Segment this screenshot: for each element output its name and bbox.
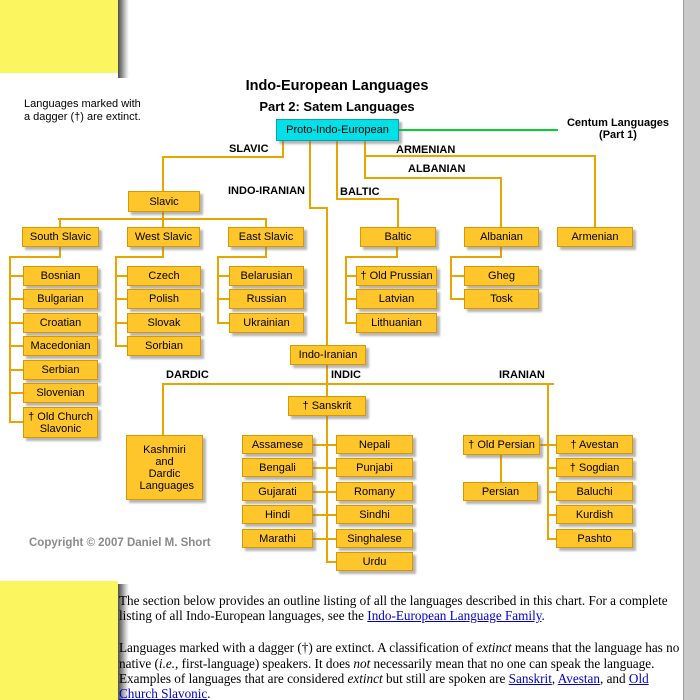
node-baltic: Baltic: [360, 227, 436, 247]
link-avestan[interactable]: Avestan: [557, 670, 600, 686]
footer-p1-text: The section below provides an outline listing of all the languages described in this chart. For a complete listing of all Indo-European languages, see the: [119, 593, 668, 624]
branch-label-dardic: DARDIC: [166, 369, 209, 381]
footer-p2-text: ,: [551, 670, 558, 686]
node-latvian: Latvian: [356, 289, 437, 309]
node-slovak: Slovak: [127, 313, 201, 333]
node-pashto: Pashto: [556, 529, 633, 548]
panel-shadow-top: [118, 0, 129, 78]
footer-paragraph-1: [119, 593, 682, 623]
node-singhalese: Singhalese: [336, 529, 413, 548]
node-ukrainian: Ukrainian: [229, 313, 304, 333]
connector-line: [594, 155, 596, 228]
chart-subtitle: Part 2: Satem Languages: [259, 99, 415, 114]
connector-line: [345, 322, 356, 324]
scrollbar-track[interactable]: [683, 0, 700, 700]
connector-line: [345, 256, 347, 324]
italic-text: extinct: [347, 670, 383, 686]
connector-line: [9, 322, 23, 324]
node-gheg: Gheg: [464, 266, 539, 286]
connector-line: [547, 467, 556, 469]
node-sogdian: † Sogdian: [556, 458, 633, 477]
extinct-note-line2: a dagger (†) are extinct.: [24, 110, 141, 123]
connector-line: [9, 421, 23, 423]
connector-line: [326, 416, 328, 563]
node-tosk: Tosk: [464, 289, 539, 309]
node-old-prussian: † Old Prussian: [356, 266, 437, 286]
node-polish: Polish: [127, 289, 201, 309]
connector-line: [217, 256, 219, 324]
connector-line: [336, 141, 338, 200]
extinct-note: [24, 98, 141, 123]
connector-line: [115, 275, 127, 277]
node-macedonian: Macedonian: [23, 336, 98, 356]
connector-line: [115, 256, 164, 258]
italic-text: i.e.: [158, 655, 176, 671]
node-hindi: Hindi: [242, 505, 313, 524]
centum-languages-label: [558, 117, 678, 141]
italic-text: extinct: [476, 640, 512, 656]
connector-line: [450, 275, 464, 277]
yellow-panel-bottom: [0, 581, 118, 700]
node-avestan: † Avestan: [556, 435, 633, 454]
connector-line: [313, 514, 327, 516]
node-baluchi: Baluchi: [556, 482, 633, 501]
footer-p2-text: but still are spoken are: [382, 670, 509, 686]
node-belarusian: Belarusian: [229, 266, 304, 286]
connector-line: [500, 455, 502, 482]
node-old-church-slavonic: † Old Church Slavonic: [23, 407, 98, 438]
link-old-church-slavonic[interactable]: Old Church Slavonic: [119, 670, 649, 700]
connector-line: [115, 345, 127, 347]
node-serbian: Serbian: [23, 360, 98, 380]
connector-line: [547, 514, 556, 516]
footer-p1-period: .: [541, 608, 545, 624]
node-czech: Czech: [127, 266, 201, 286]
node-proto-indo-european: Proto-Indo-European: [276, 119, 399, 141]
node-marathi: Marathi: [242, 529, 313, 548]
node-romany: Romany: [336, 482, 413, 501]
connector-line: [397, 198, 399, 228]
node-nepali: Nepali: [336, 435, 413, 454]
node-gujarati: Gujarati: [242, 482, 313, 501]
node-west-slavic: West Slavic: [127, 227, 200, 247]
footer-p2-text: .: [207, 686, 211, 700]
node-bengali: Bengali: [242, 458, 313, 477]
node-punjabi: Punjabi: [336, 458, 413, 477]
connector-line: [309, 141, 311, 209]
node-slovenian: Slovenian: [23, 383, 98, 403]
connector-line: [115, 322, 127, 324]
connector-line: [9, 256, 61, 258]
node-albanian: Albanian: [464, 227, 539, 247]
connector-line: [345, 275, 356, 277]
connector-line: [313, 491, 327, 493]
node-assamese: Assamese: [242, 435, 313, 454]
connector-line: [313, 538, 327, 540]
connector-line: [326, 207, 328, 346]
link-indo-european-language-family[interactable]: Indo-European Language Family: [367, 608, 542, 624]
connector-line: [326, 365, 328, 396]
node-indo-iranian: Indo-Iranian: [290, 345, 366, 365]
node-old-persian: † Old Persian: [463, 435, 540, 455]
connector-line: [364, 141, 366, 179]
connector-line: [500, 177, 502, 228]
italic-text: not: [353, 655, 371, 671]
connector-line: [162, 156, 284, 158]
extinct-note-line1: Languages marked with: [24, 98, 141, 110]
centum-connector-line: [399, 129, 558, 131]
connector-line: [9, 298, 23, 300]
connector-line: [336, 198, 399, 200]
node-russian: Russian: [229, 289, 304, 309]
connector-line: [9, 275, 23, 277]
connector-line: [450, 256, 452, 300]
footer-p2-text: , first-language) speakers. It does: [175, 655, 354, 671]
footer-text: [119, 593, 682, 700]
node-sorbian: Sorbian: [127, 336, 201, 356]
connector-line: [217, 298, 229, 300]
node-kashmiri-and-dardic-languages: Kashmiri and Dardic Languages: [126, 435, 203, 500]
branch-label-albanian: ALBANIAN: [408, 163, 466, 175]
chart-title: Indo-European Languages: [245, 78, 429, 94]
footer-p2-text: , and: [599, 670, 629, 686]
connector-line: [450, 298, 464, 300]
connector-line: [162, 383, 554, 385]
branch-label-indic: INDIC: [331, 369, 361, 381]
footer-p2-text: necessarily mean that no one can speak the language. Examples of languages that are considered: [119, 655, 655, 686]
branch-label-slavic: SLAVIC: [229, 143, 269, 155]
branch-label-baltic: BALTIC: [340, 186, 380, 198]
copyright-text: Copyright © 2007 Daniel M. Short: [29, 537, 211, 549]
node-persian: Persian: [463, 482, 538, 501]
node-urdu: Urdu: [336, 552, 413, 571]
link-sanskrit[interactable]: Sanskrit: [508, 670, 552, 686]
connector-line: [345, 256, 398, 258]
node-croatian: Croatian: [23, 313, 98, 333]
footer-paragraph-2: [119, 640, 682, 700]
node-slavic: Slavic: [128, 191, 200, 212]
connector-line: [217, 275, 229, 277]
connector-line: [540, 444, 549, 446]
node-east-slavic: East Slavic: [228, 227, 304, 247]
connector-line: [115, 298, 127, 300]
branch-label-indo-iranian: INDO-IRANIAN: [228, 185, 305, 197]
connector-line: [162, 156, 164, 192]
branch-label-armenian: ARMENIAN: [396, 144, 456, 156]
connector-line: [313, 444, 327, 446]
node-bulgarian: Bulgarian: [23, 289, 98, 309]
branch-label-iranian: IRANIAN: [499, 369, 545, 381]
centum-line2: (Part 1): [599, 129, 637, 141]
node-kurdish: Kurdish: [556, 505, 633, 524]
connector-line: [282, 141, 284, 157]
footer-p2-text: Languages marked with a dagger (†) are extinct. A classification of: [119, 640, 477, 656]
connector-line: [9, 345, 23, 347]
node-bosnian: Bosnian: [23, 266, 98, 286]
connector-line: [162, 383, 164, 435]
connector-line: [450, 256, 502, 258]
connector-line: [547, 538, 556, 540]
footer-p2-text: means that the language has no native (: [119, 640, 680, 671]
connector-line: [313, 467, 327, 469]
connector-line: [217, 256, 267, 258]
connector-line: [547, 491, 556, 493]
node-south-slavic: South Slavic: [22, 227, 99, 247]
node-sindhi: Sindhi: [336, 505, 413, 524]
connector-line: [364, 177, 502, 179]
node-armenian: Armenian: [557, 227, 633, 247]
connector-line: [345, 298, 356, 300]
connector-line: [115, 256, 117, 347]
connector-line: [217, 322, 229, 324]
centum-line1: Centum Languages: [566, 117, 670, 129]
yellow-panel-top: [0, 0, 118, 73]
node-sanskrit: † Sanskrit: [288, 396, 366, 416]
connector-line: [9, 392, 23, 394]
connector-line: [9, 256, 11, 422]
connector-line: [9, 369, 23, 371]
node-lithuanian: Lithuanian: [356, 313, 437, 333]
